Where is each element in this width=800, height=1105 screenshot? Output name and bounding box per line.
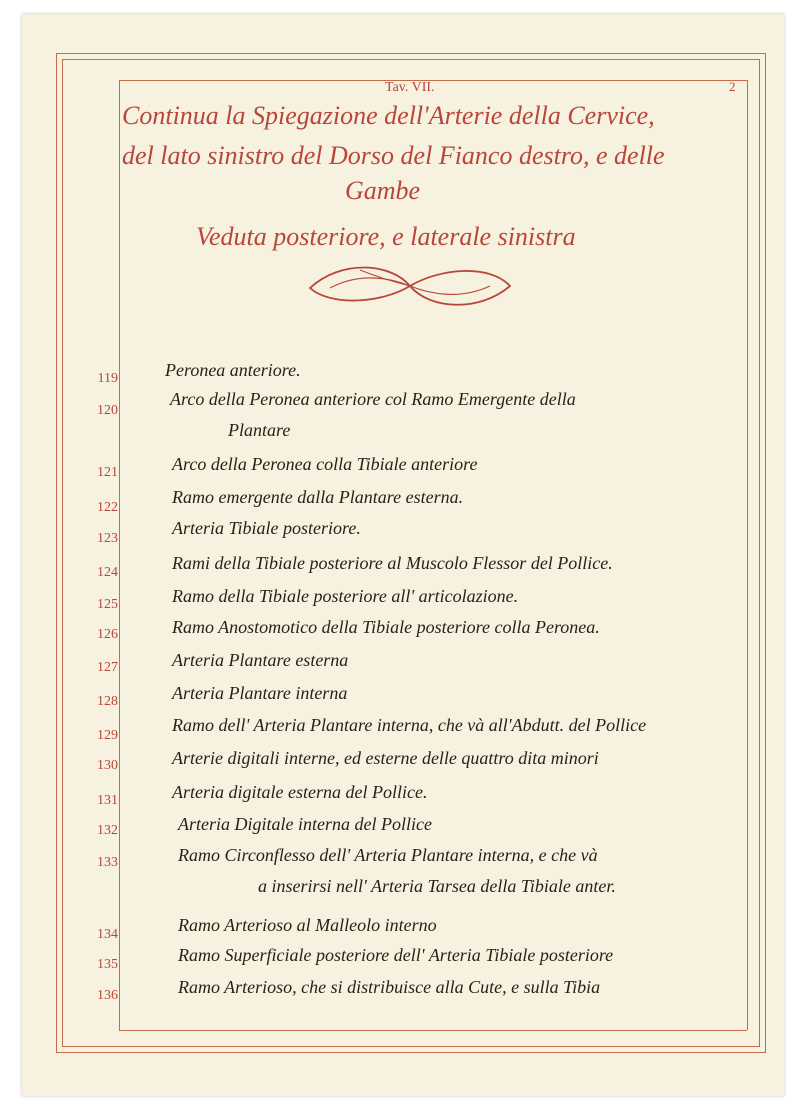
entry-text: Arco della Peronea colla Tibiale anteriore bbox=[172, 454, 478, 474]
entry-number: 126 bbox=[97, 627, 118, 642]
entry-text: Rami della Tibiale posteriore al Muscolo Flessor del Pollice. bbox=[172, 553, 613, 573]
entry-text-continuation: a inserirsi nell' Arteria Tarsea della Tibiale anter. bbox=[258, 876, 616, 896]
entry-number: 136 bbox=[97, 988, 118, 1003]
entry-number: 120 bbox=[97, 403, 118, 418]
entry-text: Ramo Arterioso al Malleolo interno bbox=[178, 915, 437, 935]
entry-number: 132 bbox=[97, 823, 118, 838]
entry-text: Arterie digitali interne, ed esterne delle quattro dita minori bbox=[172, 748, 599, 768]
left-margin-rule bbox=[119, 80, 120, 1030]
entry-text: Peronea anteriore. bbox=[165, 360, 301, 380]
title-line-3: Gambe bbox=[345, 176, 421, 205]
entry-text: Arteria Plantare esterna bbox=[172, 650, 349, 670]
entry-text: Arteria digitale esterna del Pollice. bbox=[172, 782, 428, 802]
entry-text: Ramo Superficiale posteriore dell' Arteria Tibiale posteriore bbox=[178, 945, 614, 965]
entry-number: 119 bbox=[97, 371, 118, 386]
entry-text: Ramo Anostomotico della Tibiale posteriore colla Peronea. bbox=[172, 617, 600, 637]
entry-number: 124 bbox=[97, 565, 118, 580]
entry-number: 130 bbox=[97, 758, 118, 773]
entry-number: 128 bbox=[97, 694, 118, 709]
entry-text: Ramo emergente dalla Plantare esterna. bbox=[172, 487, 464, 507]
bottom-rule bbox=[119, 1030, 747, 1031]
plate-label: Tav. VII. bbox=[385, 80, 435, 95]
entry-number: 121 bbox=[97, 465, 118, 480]
entry-text: Ramo della Tibiale posteriore all' articolazione. bbox=[172, 586, 519, 606]
entry-text-continuation: Plantare bbox=[228, 420, 291, 440]
entry-number: 131 bbox=[97, 793, 118, 808]
entry-number: 127 bbox=[97, 660, 118, 675]
entry-text: Arteria Tibiale posteriore. bbox=[172, 518, 361, 538]
right-margin-rule bbox=[747, 80, 748, 1030]
entry-text: Arteria Plantare interna bbox=[172, 683, 348, 703]
entry-number: 125 bbox=[97, 597, 118, 612]
title-line-2: del lato sinistro del Dorso del Fianco destro, e delle bbox=[122, 141, 665, 170]
calligraphic-flourish bbox=[300, 258, 520, 314]
entry-text: Arteria Digitale interna del Pollice bbox=[178, 814, 432, 834]
entry-number: 123 bbox=[97, 531, 118, 546]
title-line-1: Continua la Spiegazione dell'Arterie della Cervice, bbox=[122, 101, 655, 130]
entry-number: 129 bbox=[97, 728, 118, 743]
entry-number: 135 bbox=[97, 957, 118, 972]
entry-text: Ramo Arterioso, che si distribuisce alla Cute, e sulla Tibia bbox=[178, 977, 601, 997]
entry-number: 133 bbox=[97, 855, 118, 870]
entry-text: Ramo dell' Arteria Plantare interna, che và all'Abdutt. del Pollice bbox=[172, 715, 647, 735]
entry-text: Arco della Peronea anteriore col Ramo Emergente della bbox=[170, 389, 576, 409]
entry-number: 134 bbox=[97, 927, 118, 942]
title-subtitle: Veduta posteriore, e laterale sinistra bbox=[196, 222, 576, 251]
entry-text: Ramo Circonflesso dell' Arteria Plantare interna, e che và bbox=[178, 845, 598, 865]
entry-number: 122 bbox=[97, 500, 118, 515]
page-number: 2 bbox=[729, 79, 736, 94]
